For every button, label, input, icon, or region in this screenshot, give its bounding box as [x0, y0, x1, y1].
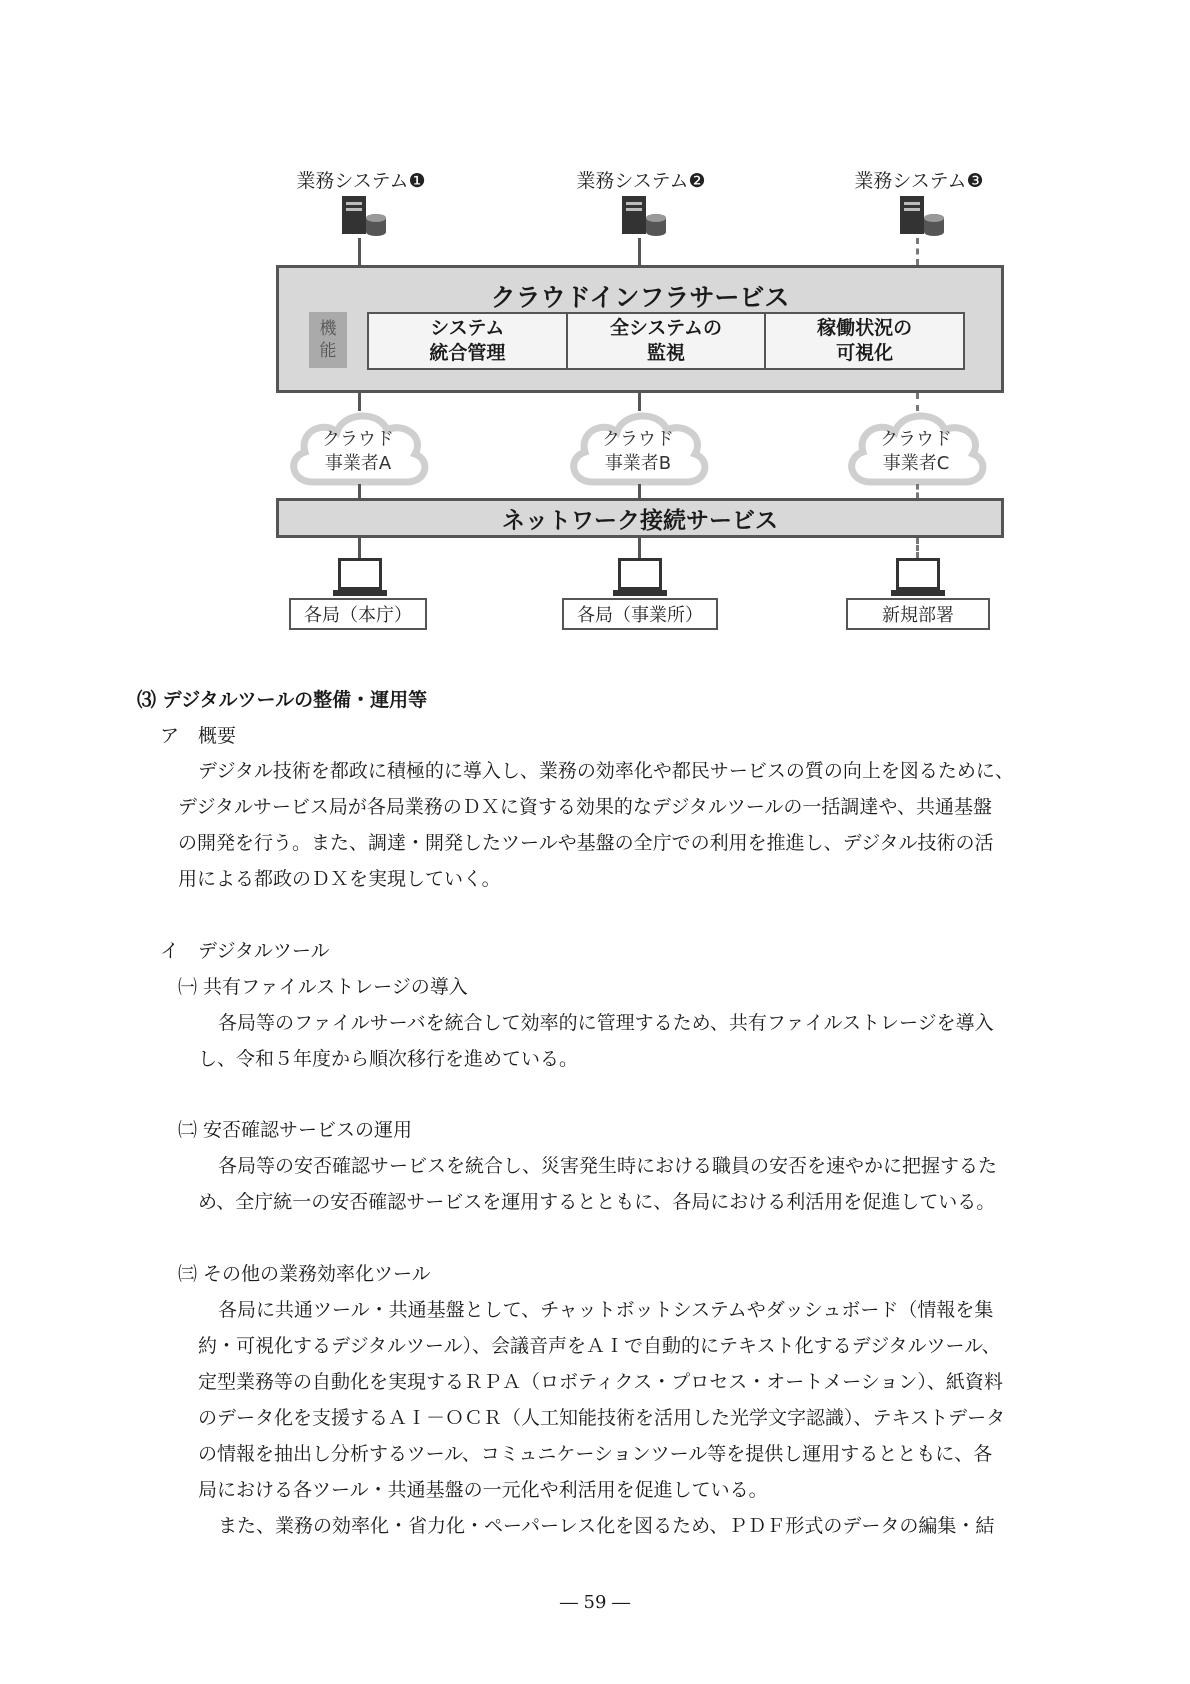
- system-label-1: 業務システム❶: [296, 170, 426, 192]
- subsection-i-heading: イ デジタルツール: [160, 940, 330, 962]
- function-cell: [566, 314, 765, 368]
- paragraph-line: の開発を行う。また、調達・開発したツールや基盤の全庁での利用を推進し、デジタル技術の活: [178, 832, 994, 854]
- connector-dashed-line: [916, 538, 919, 558]
- function-label: [309, 312, 347, 368]
- paragraph-line: 定型業務等の自動化を実現するＲＰＡ（ロボティクス・プロセス・オートメーション）、紙資料: [198, 1371, 1003, 1393]
- site-box-new-department: 新規部署: [846, 598, 990, 630]
- system-label-3: 業務システム❸: [854, 170, 984, 192]
- paragraph-line: 局における各ツール・共通基盤の一元化や利活用を促進している。: [198, 1479, 768, 1501]
- cloud-provider-c: [841, 402, 991, 494]
- connector-line: [358, 238, 361, 265]
- paragraph-line: デジタル技術を都政に積極的に導入し、業務の効率化や都民サービスの質の向上を図るために、: [198, 760, 1014, 782]
- paragraph-line: 約・可視化するデジタルツール）、会議音声をＡＩで自動的にテキスト化するデジタルツール、: [198, 1335, 1001, 1357]
- paragraph-line: また、業務の効率化・省力化・ペーパーレス化を図るため、ＰＤＦ形式のデータの編集・結: [218, 1515, 995, 1537]
- paragraph-line: め、全庁統一の安否確認サービスを運用するとともに、各局における利活用を促進している。: [198, 1191, 996, 1213]
- server-database-icon: [340, 194, 388, 238]
- function-cell: [369, 314, 566, 368]
- cloud-infrastructure-diagram: [0, 0, 1190, 640]
- server-database-icon: [898, 194, 946, 238]
- paragraph-line: のデータ化を支援するＡＩ－ＯＣＲ（人工知能技術を活用した光学文字認識）、テキストデータ: [198, 1407, 1006, 1429]
- section-heading: ⑶ デジタルツールの整備・運用等: [137, 689, 428, 711]
- cloud-provider-a: [283, 402, 433, 494]
- paragraph-line: 用による都政のＤＸを実現していく。: [178, 868, 501, 890]
- function-row: [367, 312, 965, 370]
- cloud-line1: クラウド: [880, 429, 952, 450]
- system-label-2: 業務システム❷: [576, 170, 706, 192]
- item-heading: ㈡ 安否確認サービスの運用: [178, 1119, 413, 1141]
- site-box-headquarters: 各局（本庁）: [289, 598, 427, 630]
- cloud-infra-title: クラウドインフラサービス: [490, 283, 790, 312]
- function-line2: 監視: [647, 342, 686, 364]
- function-line1: 稼働状況の: [817, 317, 913, 339]
- page-number: ― 59 ―: [559, 1592, 631, 1613]
- subsection-a-heading: ア 概要: [160, 725, 237, 747]
- connector-line: [638, 538, 641, 558]
- function-line2: 統合管理: [429, 342, 506, 364]
- cloud-provider-b: [563, 402, 713, 494]
- cloud-line2: 事業者C: [882, 453, 950, 474]
- cloud-infra-service-box: [276, 265, 1004, 393]
- paragraph-line: 各局等のファイルサーバを統合して効率的に管理するため、共有ファイルストレージを導入: [218, 1012, 994, 1034]
- cloud-line1: クラウド: [602, 429, 674, 450]
- function-cell: [764, 314, 963, 368]
- paragraph-line: デジタルサービス局が各局業務のＤＸに資する効果的なデジタルツールの一括調達や、共通基盤: [178, 796, 992, 818]
- site-box-office: 各局（事業所）: [562, 598, 718, 630]
- server-database-icon: [620, 194, 668, 238]
- function-line1: システム: [430, 317, 505, 339]
- network-service-box: ネットワーク接続サービス: [276, 498, 1004, 538]
- connector-line: [638, 238, 641, 265]
- connector-dashed-line: [916, 484, 919, 498]
- connector-line: [358, 484, 361, 498]
- cloud-line2: 事業者B: [604, 453, 672, 474]
- connector-line: [638, 484, 641, 498]
- item-heading: ㈢ その他の業務効率化ツール: [178, 1263, 431, 1285]
- paragraph-line: 各局等の安否確認サービスを統合し、災害発生時における職員の安否を速やかに把握するた: [218, 1155, 998, 1177]
- function-line2: 可視化: [836, 342, 894, 364]
- function-line1: 全システムの: [609, 317, 723, 339]
- function-label-char: 機: [319, 319, 337, 339]
- function-label-char: 能: [319, 341, 337, 361]
- connector-line: [358, 538, 361, 558]
- paragraph-line: 各局に共通ツール・共通基盤として、チャットボットシステムやダッシュボード（情報を集: [218, 1299, 994, 1321]
- paragraph-line: し、令和５年度から順次移行を進めている。: [198, 1048, 579, 1070]
- item-heading: ㈠ 共有ファイルストレージの導入: [178, 976, 468, 998]
- cloud-line1: クラウド: [322, 429, 394, 450]
- connector-dashed-line: [916, 238, 919, 265]
- cloud-line2: 事業者A: [324, 453, 392, 474]
- paragraph-line: の情報を抽出し分析するツール、コミュニケーションツール等を提供し運用するとともに、各: [198, 1443, 993, 1465]
